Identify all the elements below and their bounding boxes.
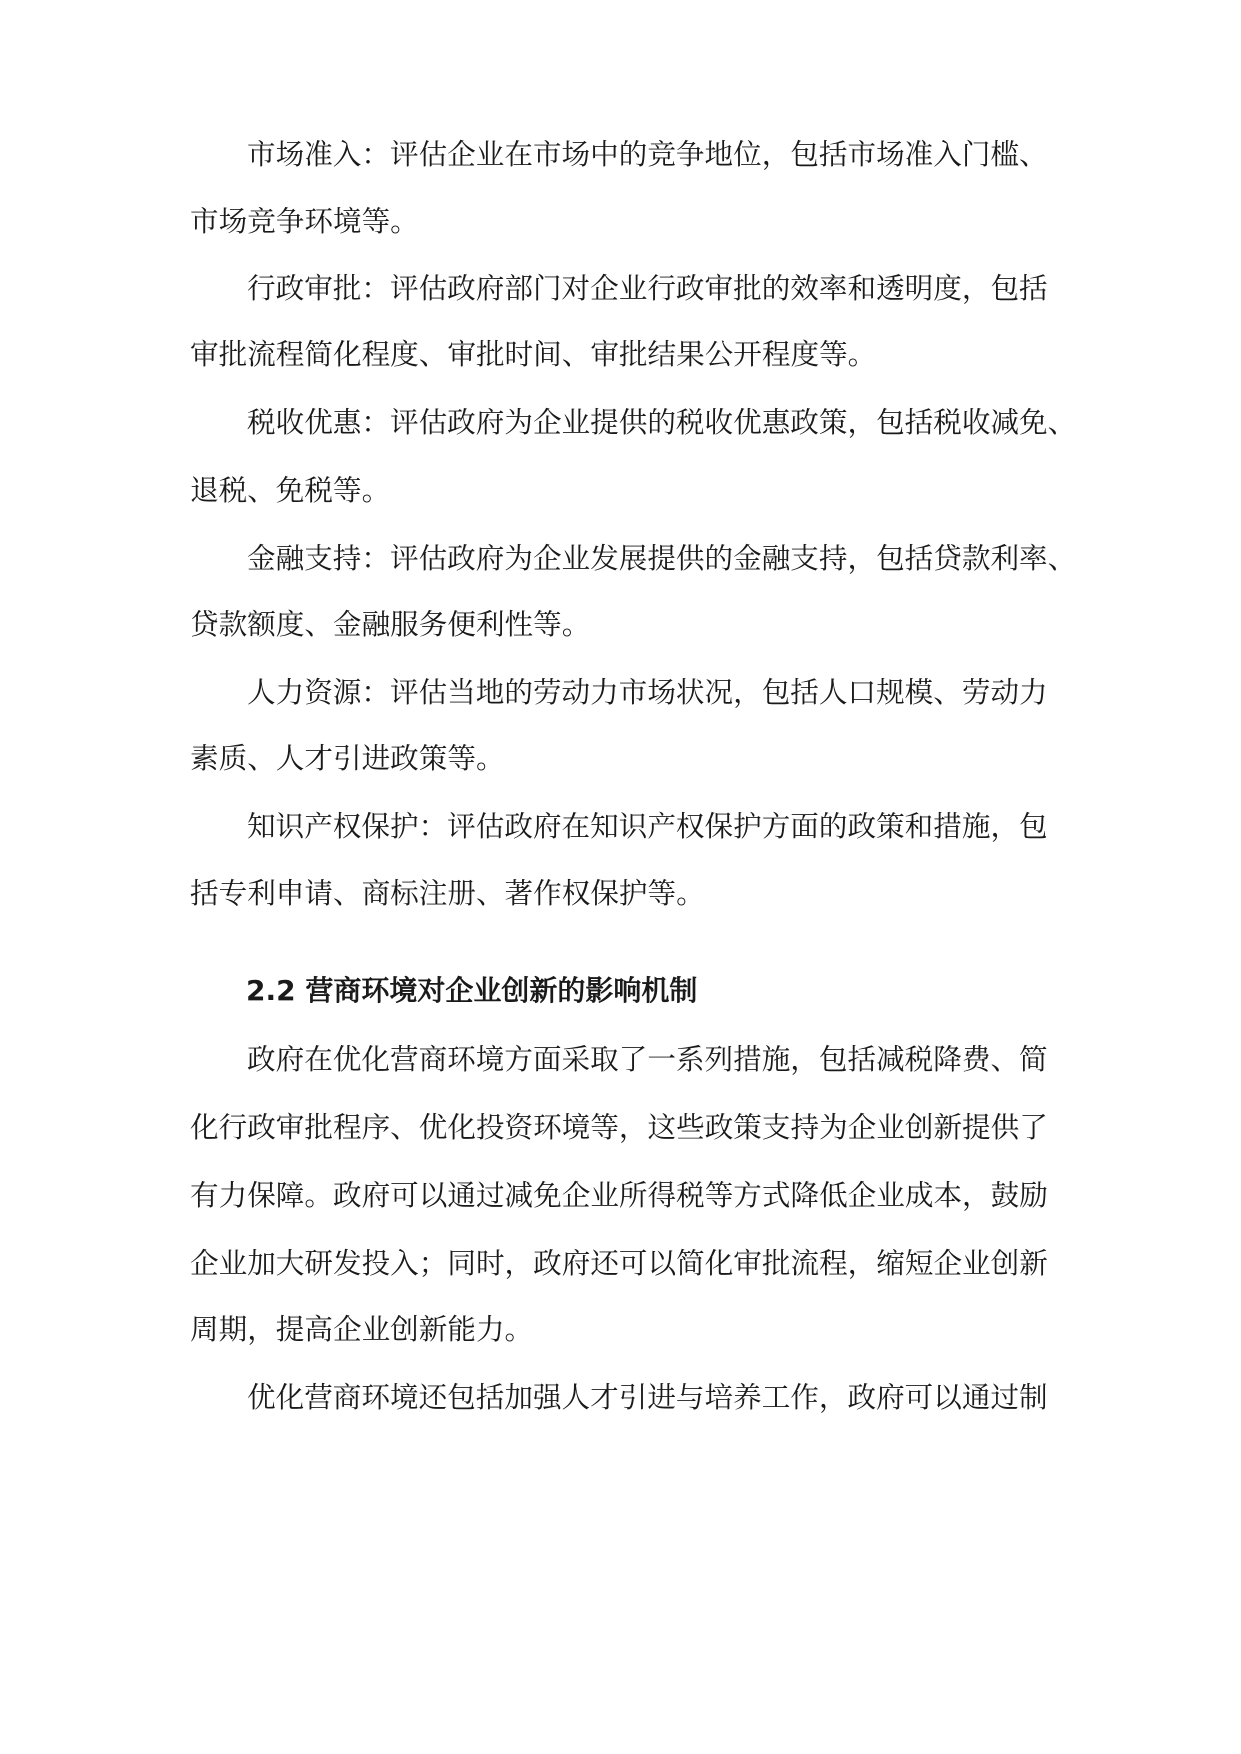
section-paragraph-1-line-1: 政府在优化营商环境方面采取了一系列措施，包括减税降费、简 [247, 1042, 1048, 1076]
paragraph-financial-support-line-1: 金融支持：评估政府为企业发展提供的金融支持，包括贷款利率、 [247, 541, 1077, 575]
paragraph-human-resources-line-2: 素质、人才引进政策等。 [190, 741, 505, 775]
paragraph-tax-incentives-line-1: 税收优惠：评估政府为企业提供的税收优惠政策，包括税收减免、 [247, 405, 1077, 439]
paragraph-ip-protection-line-2: 括专利申请、商标注册、著作权保护等。 [190, 876, 705, 910]
paragraph-tax-incentives-line-2: 退税、免税等。 [190, 473, 391, 507]
section-paragraph-2-line-1: 优化营商环境还包括加强人才引进与培养工作，政府可以通过制 [247, 1380, 1048, 1414]
paragraph-admin-approval-line-1: 行政审批：评估政府部门对企业行政审批的效率和透明度，包括 [247, 271, 1048, 305]
paragraph-market-access-line-2: 市场竞争环境等。 [190, 204, 419, 238]
paragraph-ip-protection-line-1: 知识产权保护：评估政府在知识产权保护方面的政策和措施，包 [247, 809, 1048, 843]
section-paragraph-1-line-4: 企业加大研发投入；同时，政府还可以简化审批流程，缩短企业创新 [190, 1246, 1048, 1280]
section-paragraph-1-line-5: 周期，提高企业创新能力。 [190, 1312, 534, 1346]
paragraph-human-resources-line-1: 人力资源：评估当地的劳动力市场状况，包括人口规模、劳动力 [247, 675, 1048, 709]
paragraph-market-access-line-1: 市场准入：评估企业在市场中的竞争地位，包括市场准入门槛、 [247, 137, 1048, 171]
paragraph-financial-support-line-2: 贷款额度、金融服务便利性等。 [190, 607, 591, 641]
paragraph-admin-approval-line-2: 审批流程简化程度、审批时间、审批结果公开程度等。 [190, 337, 877, 371]
section-paragraph-1-line-2: 化行政审批程序、优化投资环境等，这些政策支持为企业创新提供了 [190, 1110, 1048, 1144]
section-heading: 2.2 营商环境对企业创新的影响机制 [246, 974, 698, 1007]
section-paragraph-1-line-3: 有力保障。政府可以通过减免企业所得税等方式降低企业成本，鼓励 [190, 1178, 1048, 1212]
